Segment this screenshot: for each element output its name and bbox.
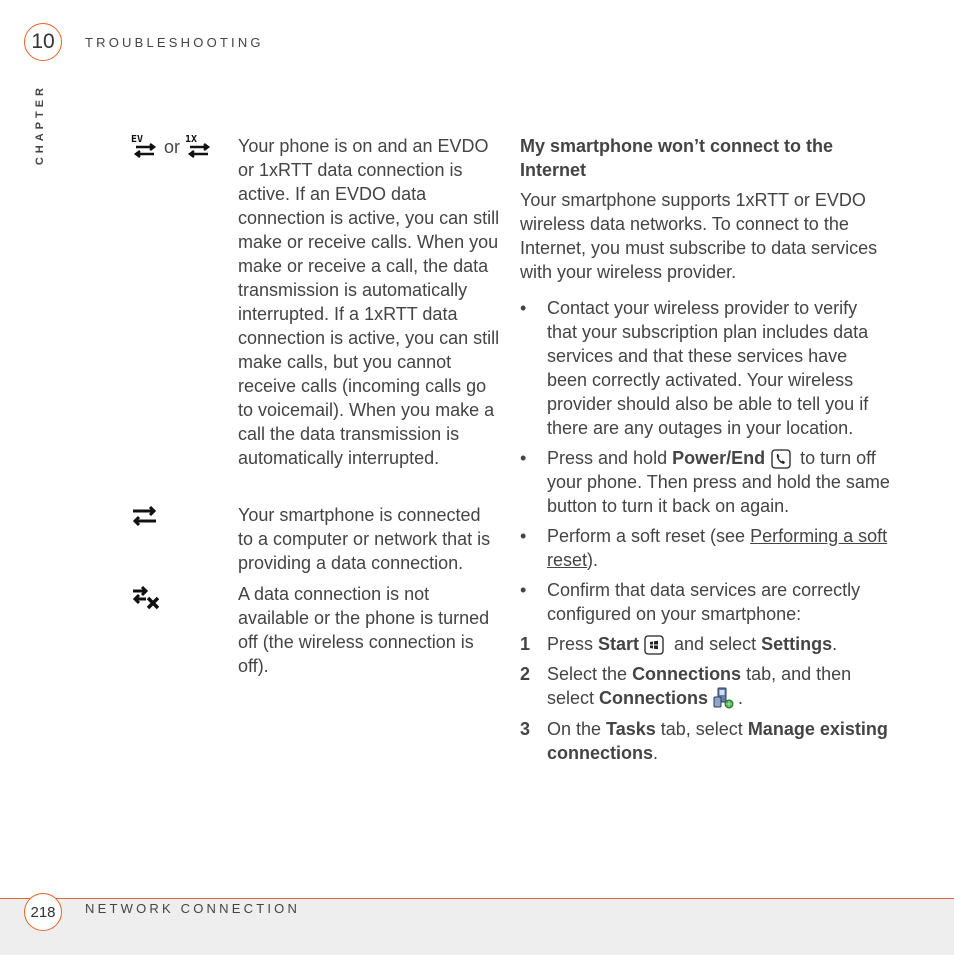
- step-1: 1 Press Start and select Settings.: [520, 634, 838, 654]
- page-number: 218: [30, 903, 56, 921]
- step-3: 3 On the Tasks tab, select Manage existing connections.: [520, 719, 888, 764]
- 1xrtt-data-active-icon: [184, 132, 214, 162]
- step-number: 2: [520, 664, 531, 684]
- chapter-number: 10: [31, 30, 55, 53]
- power-end-key-icon: [769, 449, 791, 469]
- bullet-contact-provider: • Contact your wireless provider to verify that your subscription plan includes data services and that these services have been correctly activated. Your wireless provider should also be able to tell you if there are any outages in your location.: [520, 298, 869, 438]
- bullet-power-cycle: • Press and hold Power/End to turn off your phone. Then press and hold the same button to turn it back on again.: [520, 448, 890, 516]
- icon-row-evdo-1x: [130, 132, 214, 162]
- svg-text:EV: EV: [131, 134, 144, 145]
- chapter-number-badge: [24, 23, 62, 61]
- page-number-badge: [24, 893, 62, 931]
- bullet-marker: •: [520, 298, 527, 318]
- evdo-data-active-icon: [130, 132, 160, 162]
- bullet-marker: •: [520, 526, 527, 546]
- troubleshooting-section: [520, 134, 892, 771]
- bullet-marker: •: [520, 448, 527, 468]
- step-2: 2 Select the Connections tab, and then select Connections .: [520, 662, 892, 711]
- chapter-label: CHAPTER: [34, 84, 46, 166]
- icon-row-connected: [130, 502, 160, 532]
- evdo-1x-description: Your phone is on and an EVDO or 1xRTT data connection is active. If an EVDO data connection is active, you can still make or receive calls. When you make or receive a call, the data transmission is automatically interrupted. If a 1xRTT data connection is active, you can still make calls, but you cannot receive calls (incoming calls go to voicemail). When you make a call the data transmission is automatically interrupted.: [238, 136, 500, 468]
- section-heading: My smartphone won’t connect to the Internet: [520, 136, 834, 180]
- power-end-key-label: Power/End: [672, 448, 766, 468]
- step-number: 3: [520, 719, 531, 740]
- connected-description: Your smartphone is connected to a computer or network that is providing a data connection.: [238, 505, 491, 573]
- icon-row-unavailable: [130, 582, 160, 612]
- data-unavailable-icon: [130, 582, 160, 612]
- unavailable-description: A data connection is not available or the phone is turned off (the wireless connection is off).: [238, 584, 490, 676]
- step-number: 1: [520, 634, 531, 654]
- bullet-confirm-services: • Confirm that data services are correctly configured on your smartphone:: [520, 580, 861, 624]
- bullet-soft-reset: • Perform a soft reset (see Performing a soft reset).: [520, 526, 888, 570]
- start-key-icon: [643, 635, 665, 655]
- soft-reset-link[interactable]: Performing a soft reset: [547, 526, 888, 570]
- or-label: or: [164, 136, 181, 157]
- chapter-title: TROUBLESHOOTING: [85, 35, 264, 50]
- data-connected-icon: [130, 502, 160, 532]
- connections-icon: [712, 687, 734, 711]
- footer-section-title: NETWORK CONNECTION: [85, 901, 301, 916]
- section-intro: Your smartphone supports 1xRTT or EVDO wireless data networks. To connect to the Internet, you must subscribe to data services with your wireless provider.: [520, 190, 878, 282]
- svg-text:1X: 1X: [185, 134, 198, 145]
- bullet-marker: •: [520, 580, 527, 600]
